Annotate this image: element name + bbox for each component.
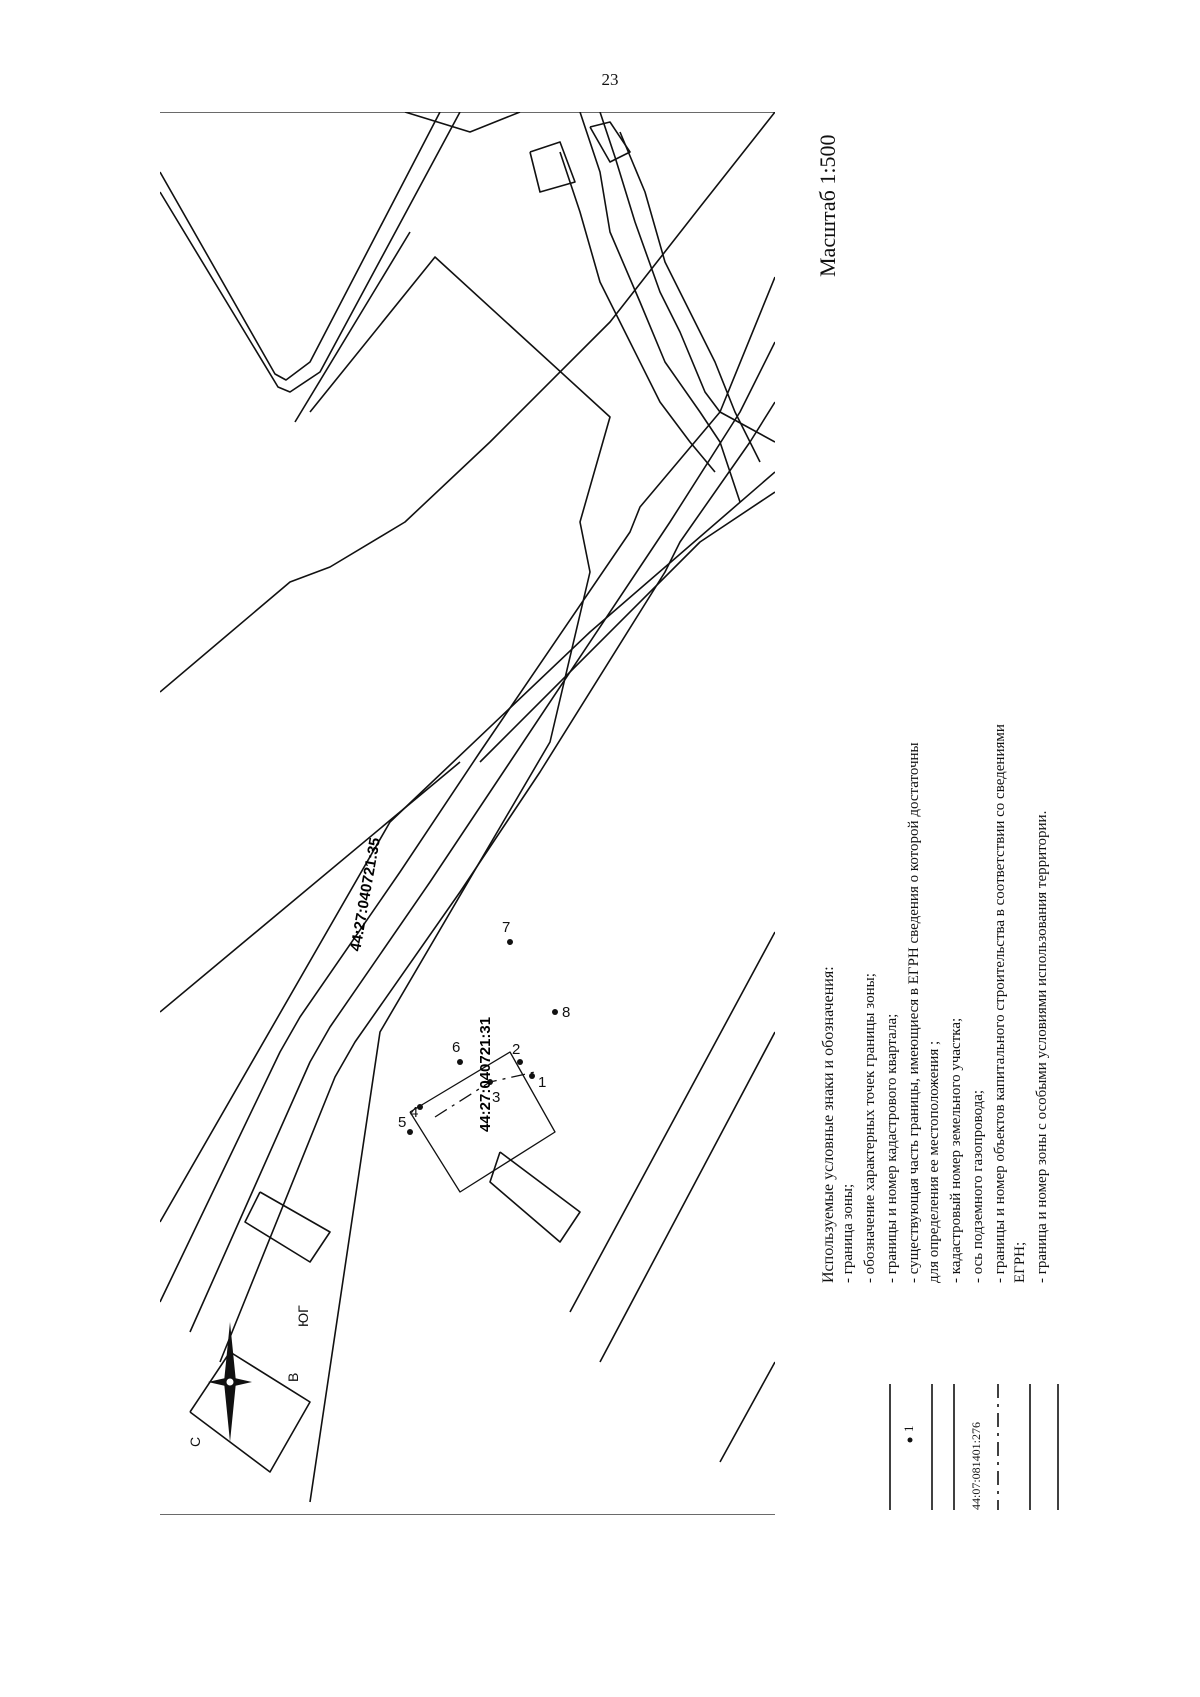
legend-item-gas-pipeline: - ось подземного газопровода; bbox=[970, 1089, 986, 1283]
zone-line bbox=[160, 762, 460, 1012]
zone-point-label-5: 5 bbox=[398, 1114, 407, 1131]
zone-point-2 bbox=[517, 1059, 523, 1065]
legend-item-cadastral-number: - кадастровый номер земельного участка; bbox=[948, 1017, 964, 1283]
zone-point-label-1: 1 bbox=[538, 1074, 547, 1091]
zone-point-5 bbox=[407, 1129, 413, 1135]
building-outline bbox=[490, 1152, 580, 1242]
map-drawing bbox=[160, 112, 775, 1515]
zone-line bbox=[405, 112, 520, 132]
cadastral-map bbox=[160, 112, 775, 1515]
zone-point-6 bbox=[457, 1059, 463, 1065]
cadastral-label-31: 44:27:040721:31 bbox=[477, 1016, 494, 1132]
sample-point bbox=[908, 1438, 913, 1443]
building-outline bbox=[190, 1352, 310, 1472]
legend-item-buildings: - границы и номер объектов капитального строительства в соответствии со сведениями bbox=[992, 724, 1008, 1283]
road-edge bbox=[160, 277, 775, 1302]
corridor-line bbox=[580, 112, 740, 502]
zone-point-label-3: 3 bbox=[492, 1089, 501, 1106]
zone-point-label-7: 7 bbox=[502, 919, 511, 936]
legend-samples bbox=[880, 1370, 1110, 1550]
cadastral-label-35: 44:27:040721:35 bbox=[347, 836, 384, 953]
legend-item-zone-boundary: - граница зоны; bbox=[840, 1183, 856, 1283]
corridor-line bbox=[560, 152, 715, 472]
zone-line bbox=[480, 492, 775, 762]
legend-item-point-symbols: - обозначение характерных точек границы зоны; bbox=[862, 973, 878, 1283]
building-outline bbox=[245, 1192, 330, 1262]
block-boundary bbox=[295, 232, 410, 422]
compass-rose bbox=[208, 1322, 252, 1442]
road-edge bbox=[220, 402, 775, 1362]
road-edge bbox=[190, 342, 775, 1332]
map-scale: Масштаб 1:500 bbox=[815, 134, 840, 277]
block-boundary bbox=[310, 257, 610, 1502]
compass-south: ЮГ bbox=[295, 1305, 311, 1327]
zone-line bbox=[160, 112, 775, 692]
page-number: 23 bbox=[601, 70, 619, 89]
sample-cadastral-number: 44:07:081401:276 bbox=[969, 1421, 983, 1510]
zone-line bbox=[570, 932, 775, 1312]
zone-line bbox=[600, 1032, 775, 1362]
zone-point-7 bbox=[507, 939, 513, 945]
legend-item-restriction-zone: - граница и номер зоны с особыми условиями использования территории. bbox=[1034, 810, 1050, 1283]
zone-point-1 bbox=[529, 1073, 535, 1079]
legend-item-existing-boundary: - существующая часть границы, имеющиеся в ЕГРН сведения о которой достаточны bbox=[906, 742, 922, 1283]
zone-point-label-2: 2 bbox=[512, 1041, 521, 1058]
legend-item-buildings-cont: ЕГРН; bbox=[1012, 1241, 1028, 1283]
legend-title: Используемые условные знаки и обозначения: bbox=[820, 966, 837, 1283]
building-outline bbox=[530, 142, 575, 192]
corridor-line bbox=[600, 112, 775, 442]
legend-item-quarter-boundary: - границы и номер кадастрового квартала; bbox=[884, 1013, 900, 1283]
road-boundary bbox=[160, 112, 440, 380]
sample-point-label: 1 bbox=[901, 1425, 916, 1432]
legend-item-existing-boundary-cont: для определения ее местоположения ; bbox=[926, 1040, 942, 1283]
zone-line bbox=[720, 1362, 775, 1462]
zone-point-label-8: 8 bbox=[562, 1004, 571, 1021]
compass-east: В bbox=[285, 1372, 301, 1382]
zone-point-label-6: 6 bbox=[452, 1039, 461, 1056]
zone-point-label-4: 4 bbox=[410, 1104, 419, 1121]
compass-north: С bbox=[187, 1436, 203, 1447]
zone-point-8 bbox=[552, 1009, 558, 1015]
